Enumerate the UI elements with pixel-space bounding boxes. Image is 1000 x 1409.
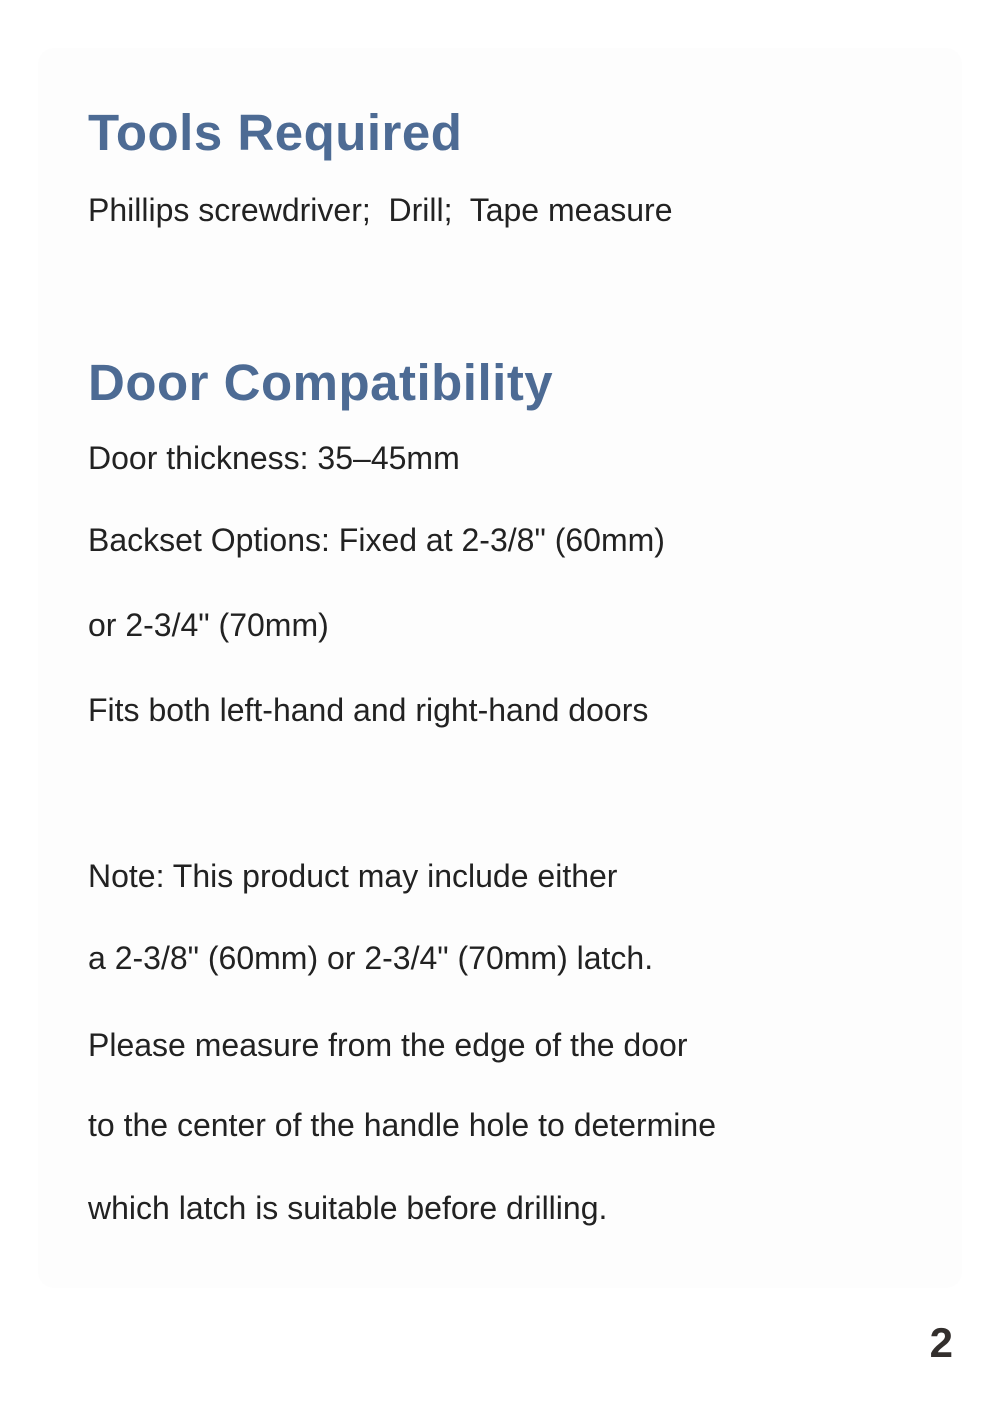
note-line-2: a 2-3/8" (60mm) or 2-3/4" (70mm) latch. <box>88 940 654 976</box>
note-line-4: to the center of the handle hole to determine <box>88 1107 716 1143</box>
note-line-1: Note: This product may include either <box>88 858 618 894</box>
compat-line-backset-options: Backset Options: Fixed at 2-3/8" (60mm) <box>88 522 665 558</box>
scan-sheet-background <box>38 48 962 1288</box>
section-heading-tools-required: Tools Required <box>88 104 463 161</box>
note-line-3: Please measure from the edge of the door <box>88 1027 688 1063</box>
compat-line-handedness: Fits both left-hand and right-hand doors <box>88 692 649 728</box>
tools-body-line: Phillips screwdriver; Drill; Tape measure <box>88 192 673 228</box>
compat-line-backset-alt: or 2-3/4" (70mm) <box>88 607 329 643</box>
note-line-5: which latch is suitable before drilling. <box>88 1190 608 1226</box>
section-heading-door-compatibility: Door Compatibility <box>88 354 554 411</box>
page-number: 2 <box>929 1319 953 1366</box>
compat-line-door-thickness: Door thickness: 35–45mm <box>88 440 460 476</box>
